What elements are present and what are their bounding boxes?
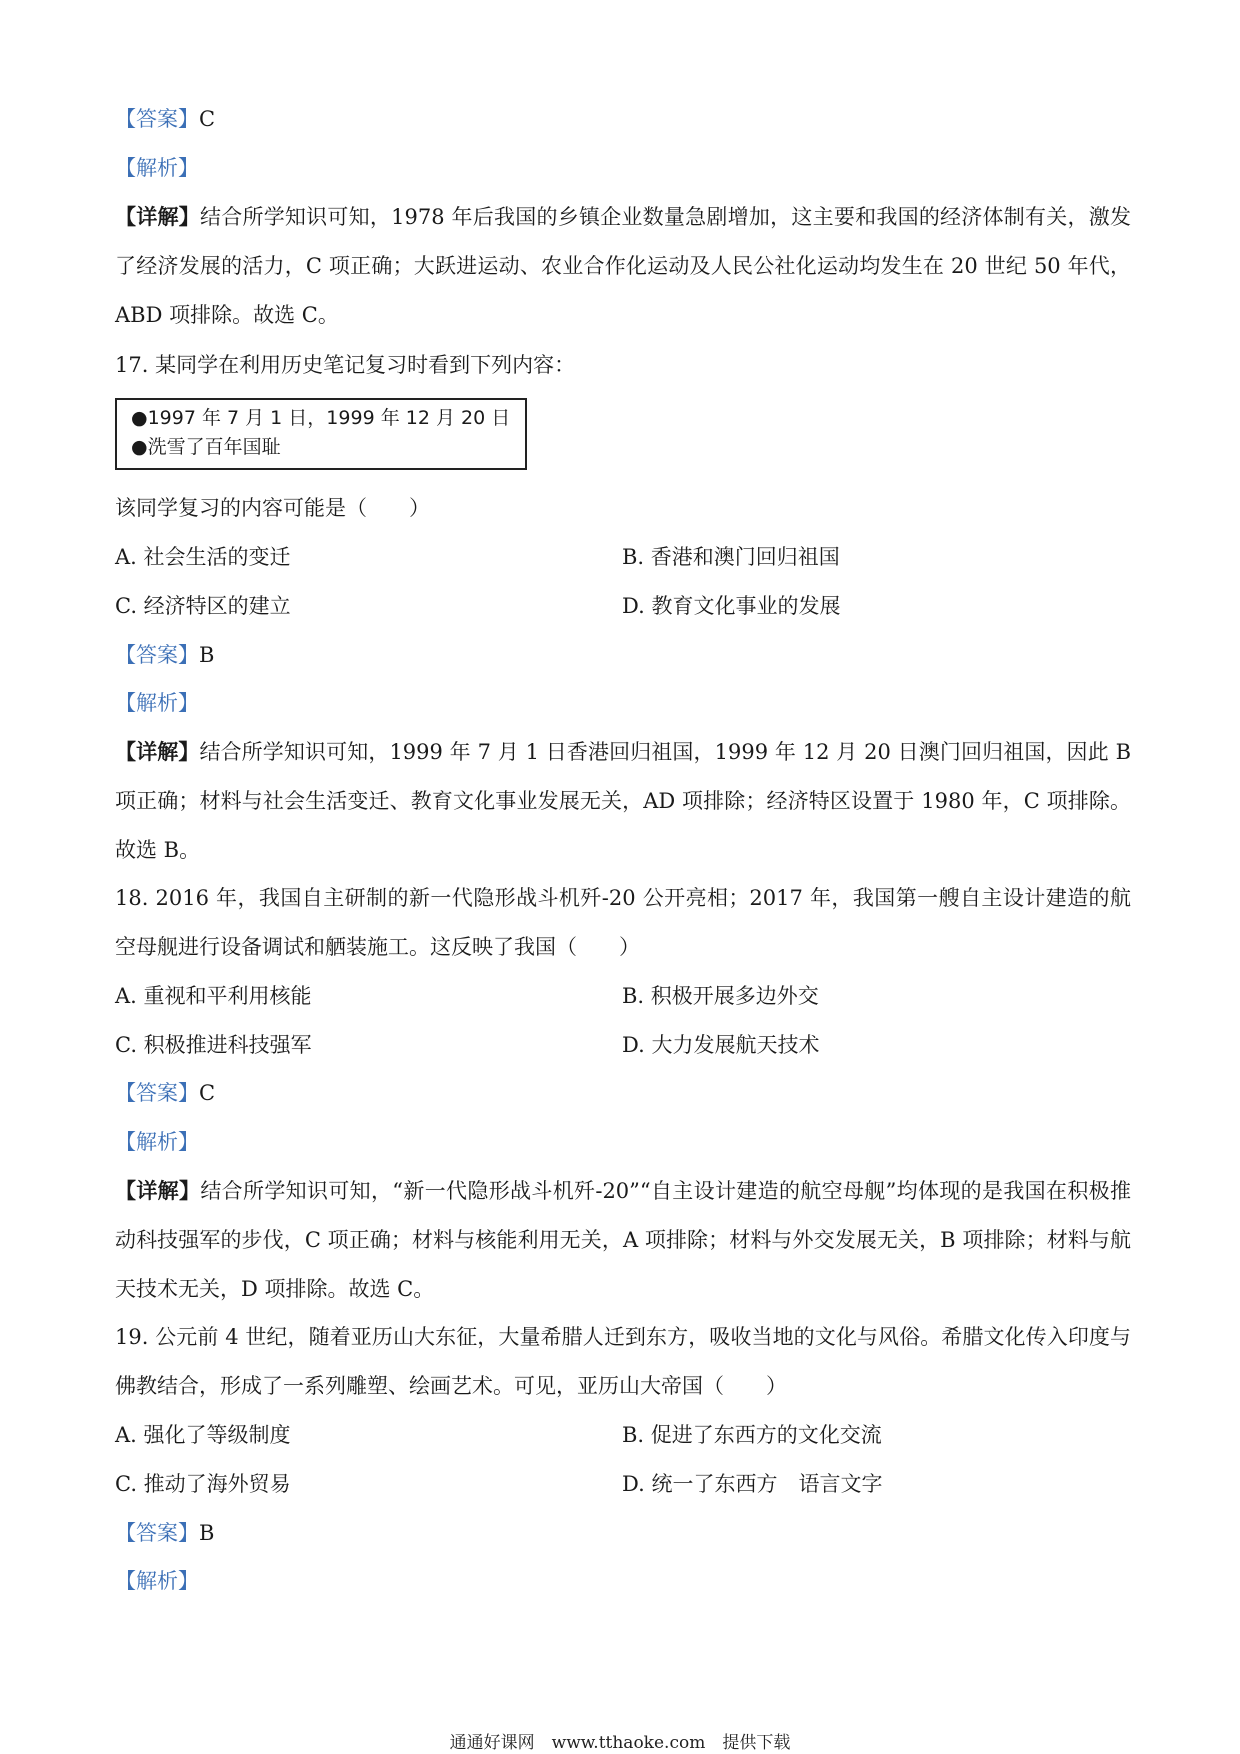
q19-analysis-tag — [115, 1566, 199, 1596]
q17-analysis-tag — [115, 688, 199, 718]
q19-option-a: A. 强化了等级制度 — [115, 1423, 291, 1447]
q18-option-c: C. 积极推进科技强军 — [115, 1033, 312, 1057]
note-line-shame: ●洗雪了百年国耻 — [131, 436, 281, 458]
q19-option-b: B. 促进了东西方的文化交流 — [622, 1423, 882, 1447]
q18-option-a: A. 重视和平利用核能 — [115, 984, 312, 1008]
answer-value: C — [199, 1081, 216, 1105]
q17-option-c: C. 经济特区的建立 — [115, 594, 291, 618]
q17-option-b: B. 香港和澳门回归祖国 — [622, 545, 840, 569]
q16-answer — [115, 104, 215, 134]
answer-tag: 【答案】 — [115, 1521, 199, 1545]
q18-option-b: B. 积极开展多边外交 — [622, 984, 819, 1008]
q18-answer — [115, 1078, 215, 1108]
q18-detail — [115, 1166, 1131, 1314]
detail-text: 结合所学知识可知，1999 年 7 月 1 日香港回归祖国，1999 年 12 月 20 日澳门回归祖国，因此 B 项正确；材料与社会生活变迁、教育文化事业发展无关，AD 项排除；经济特区设置于 1980 年，C 项排除。故选 B。 — [115, 740, 1131, 862]
q17-stem: 17. 某同学在利用历史笔记复习时看到下列内容： — [115, 353, 576, 377]
detail-text: 结合所学知识可知，1978 年后我国的乡镇企业数量急剧增加，这主要和我国的经济体制有关，激发了经济发展的活力，C 项正确；大跃进运动、农业合作化运动及人民公社化运动均发生在 20 世纪 50 年代，ABD 项排除。故选 C。 — [115, 205, 1131, 327]
q17-note-box — [115, 398, 527, 470]
answer-tag: 【答案】 — [115, 643, 199, 667]
detail-tag: 【详解】 — [115, 739, 200, 764]
answer-value: B — [199, 1521, 215, 1545]
answer-value: B — [199, 643, 215, 667]
note-line-dates: ●1997 年 7 月 1 日，1999 年 12 月 20 日 — [131, 407, 511, 429]
q19-option-d: D. 统一了东西方 语言文字 — [622, 1472, 883, 1496]
q16-analysis-tag — [115, 153, 199, 183]
q18-stem: 18. 2016 年，我国自主研制的新一代隐形战斗机歼-20 公开亮相；2017 年，我国第一艘自主设计建造的航空母舰进行设备调试和舾装施工。这反映了我国（ ） — [115, 886, 1131, 959]
q19-option-c: C. 推动了海外贸易 — [115, 1472, 291, 1496]
detail-tag: 【详解】 — [115, 1178, 201, 1203]
q17-detail — [115, 727, 1131, 875]
detail-text: 结合所学知识可知，“新一代隐形战斗机歼-20”“自主设计建造的航空母舰”均体现的是我国在积极推动科技强军的步伐，C 项正确；材料与核能利用无关，A 项排除；材料与外交发展无关，B 项排除；材料与航天技术无关，D 项排除。故选 C。 — [115, 1179, 1131, 1301]
q17-option-a: A. 社会生活的变迁 — [115, 545, 291, 569]
analysis-tag: 【解析】 — [115, 691, 199, 715]
analysis-tag: 【解析】 — [115, 1569, 199, 1593]
detail-tag: 【详解】 — [115, 204, 200, 229]
answer-value: C — [199, 107, 216, 131]
q17-question: 该同学复习的内容可能是（ ） — [115, 496, 430, 520]
answer-tag: 【答案】 — [115, 1081, 199, 1105]
q17-option-d: D. 教育文化事业的发展 — [622, 594, 841, 618]
q19-stem: 19. 公元前 4 世纪，随着亚历山大东征，大量希腊人迁到东方，吸收当地的文化与风俗。希腊文化传入印度与佛教结合，形成了一系列雕塑、绘画艺术。可见，亚历山大帝国（ ） — [115, 1325, 1131, 1398]
q18-analysis-tag — [115, 1127, 199, 1157]
q18-option-d: D. 大力发展航天技术 — [622, 1033, 820, 1057]
analysis-tag: 【解析】 — [115, 1130, 199, 1154]
q16-detail — [115, 192, 1131, 340]
q17-answer — [115, 640, 214, 670]
page-footer: 通通好课网 www.tthaoke.com 提供下载 — [449, 1733, 791, 1753]
answer-tag: 【答案】 — [115, 107, 199, 131]
q19-answer — [115, 1518, 214, 1548]
analysis-tag: 【解析】 — [115, 156, 199, 180]
